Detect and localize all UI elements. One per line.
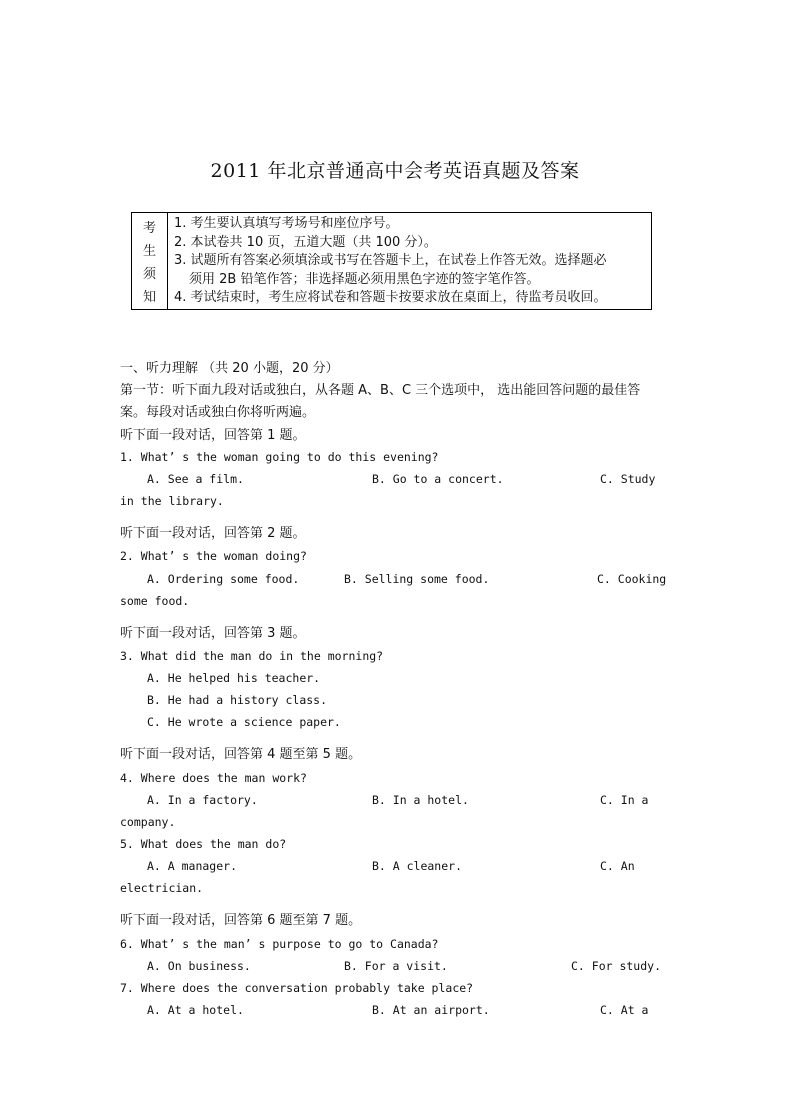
option-b: B. At an airport. <box>372 1003 490 1017</box>
option-continuation: electrician. <box>120 881 204 895</box>
document-title: 2011 年北京普通高中会考英语真题及答案 <box>210 160 580 182</box>
option-a: A. He helped his teacher. <box>147 671 321 685</box>
option-c: C. Cooking <box>597 572 667 586</box>
group-lead: 听下面一段对话，回答第 4 题至第 5 题。 <box>120 747 362 762</box>
option-a: A. See a film. <box>147 472 244 486</box>
group-lead: 听下面一段对话，回答第 3 题。 <box>120 626 306 641</box>
notice-item: 4. 考试结束时，考生应将试卷和答题卡按要求放在桌面上，待监考员收回。 <box>174 290 607 305</box>
notice-item: 3. 试题所有答案必须填涂或书写在答题卡上，在试卷上作答无效。选择题必 <box>174 253 607 268</box>
option-c: C. For study. <box>571 959 662 973</box>
notice-heading-char: 生 <box>142 244 156 259</box>
question-7: 7. Where does the conversation probably take place? <box>120 981 474 995</box>
option-continuation: company. <box>120 815 176 829</box>
option-continuation: some food. <box>120 594 190 608</box>
group-lead: 听下面一段对话，回答第 2 题。 <box>120 526 306 541</box>
question-4: 4. Where does the man work? <box>120 771 307 785</box>
option-continuation: in the library. <box>120 494 224 508</box>
option-b: B. For a visit. <box>344 959 448 973</box>
option-a: A. On business. <box>147 959 251 973</box>
notice-item: 须用 2B 铅笔作答；非选择题必须用黑色字迹的签字笔作答。 <box>189 271 540 287</box>
notice-heading-char: 考 <box>142 221 156 236</box>
option-b: B. He had a history class. <box>147 693 328 707</box>
notice-items <box>168 213 651 309</box>
option-a: A. At a hotel. <box>147 1003 244 1017</box>
section-intro: 第一节：听下面九段对话或独白，从各题 A、B、C 三个选项中， 选出能回答问题的最佳答 <box>120 383 641 398</box>
group-lead: 听下面一段对话，回答第 1 题。 <box>120 428 306 443</box>
group-lead: 听下面一段对话，回答第 6 题至第 7 题。 <box>120 913 362 928</box>
notice-item: 2. 本试卷共 10 页，五道大题（共 100 分）。 <box>174 234 437 250</box>
question-2: 2. What’ s the woman doing? <box>120 549 307 563</box>
notice-heading-char: 须 <box>142 267 156 282</box>
notice-heading-char: 知 <box>142 290 156 305</box>
notice-heading <box>132 213 168 309</box>
option-b: B. In a hotel. <box>372 793 469 807</box>
question-1: 1. What’ s the woman going to do this evening? <box>120 450 439 464</box>
option-c: C. An <box>600 859 635 873</box>
notice-item: 1. 考生要认真填写考场号和座位序号。 <box>174 216 399 231</box>
question-5: 5. What does the man do? <box>120 837 287 851</box>
option-c: C. He wrote a science paper. <box>147 715 341 729</box>
question-3: 3. What did the man do in the morning? <box>120 649 384 663</box>
exam-notice-box <box>131 212 652 310</box>
option-c: C. Study <box>600 472 656 486</box>
option-a: A. In a factory. <box>147 793 258 807</box>
option-a: A. Ordering some food. <box>147 572 300 586</box>
option-c: C. At a <box>600 1003 649 1017</box>
section-heading: 一、听力理解 （共 20 小题，20 分） <box>120 361 339 376</box>
section-intro: 案。每段对话或独白你将听两遍。 <box>120 405 316 420</box>
option-b: B. A cleaner. <box>372 859 463 873</box>
option-b: B. Go to a concert. <box>372 472 504 486</box>
option-b: B. Selling some food. <box>344 572 490 586</box>
question-6: 6. What’ s the man’ s purpose to go to Canada? <box>120 937 439 951</box>
option-c: C. In a <box>600 793 649 807</box>
option-a: A. A manager. <box>147 859 238 873</box>
